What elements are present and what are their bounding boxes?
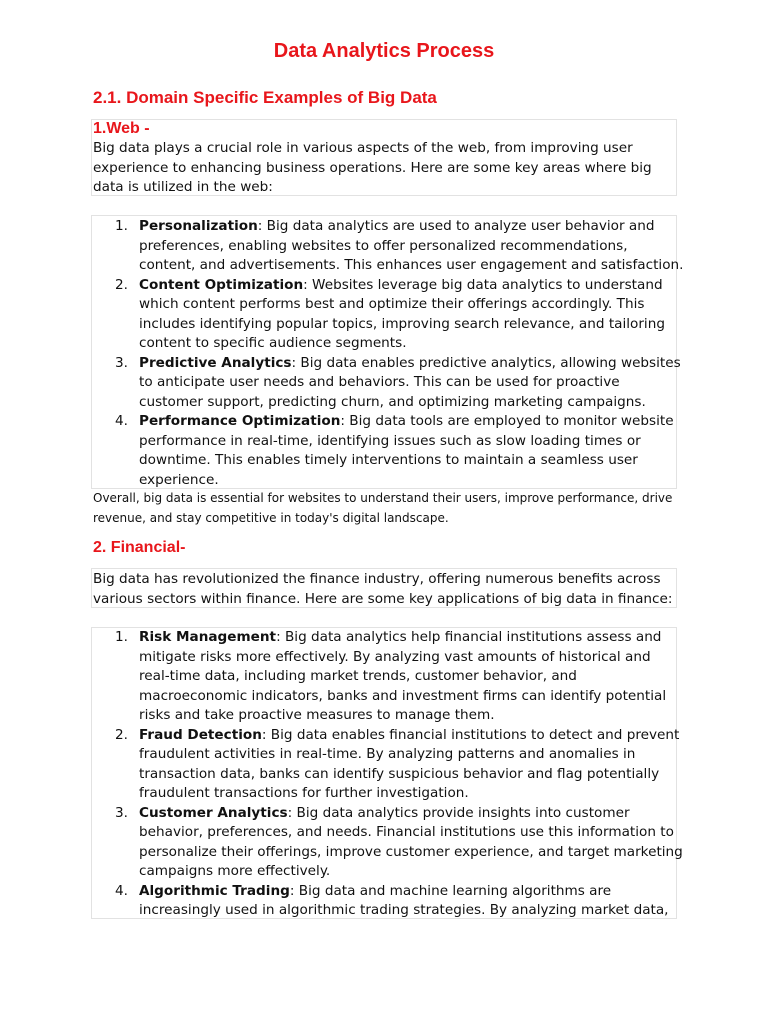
- list-item: 1. Personalization: Big data analytics are used to analyze user behavior and preferences, enabling websites to offer personalized recommendations, content, and advertisements. This enhances user engagement and satisfaction.: [115, 218, 684, 273]
- financial-heading: 2. Financial-: [93, 539, 186, 556]
- list-item-text: : Big data tools are employed to monitor website performance in real-time, identifying issues such as slow loading times or downtime. This enables timely interventions to maintain a seamless user experience.: [139, 413, 674, 488]
- financial-intro: Big data has revolutionized the finance industry, offering numerous benefits across various sectors within finance. Here are some key applications of big data in finance:: [93, 571, 673, 607]
- list-item-term: Personalization: [139, 218, 258, 234]
- list-item: 3. Customer Analytics: Big data analytics provide insights into customer behavior, preferences, and needs. Financial institutions use this information to personalize their offerings, improve customer experience, and target marketing campaigns more effectively.: [115, 804, 683, 879]
- list-item-text: : Big data analytics are used to analyze user behavior and preferences, enabling websites to offer personalized recommendations, content, and advertisements. This enhances user engagement and satisfaction.: [139, 218, 684, 273]
- list-item-term: Customer Analytics: [139, 804, 288, 821]
- section-heading: 2.1. Domain Specific Examples of Big Data: [93, 88, 437, 107]
- list-item: 4. Algorithmic Trading: Big data and machine learning algorithms are increasingly used in algorithmic trading strategies. By analyzing market data,: [115, 882, 669, 918]
- list-item-text: : Websites leverage big data analytics to understand which content performs best and optimize their offerings accordingly. This includes identifying popular topics, improving search relevance, and tailoring content to specific audience segments.: [139, 276, 665, 351]
- list-item: 1. Risk Management: Big data analytics help financial institutions assess and mitigate risks more effectively. By analyzing vast amounts of historical and real-time data, including market trends, customer behavior, and macroeconomic indicators, banks and investment firms can identify potential risks and take proactive measures to manage them.: [115, 629, 667, 723]
- list-item: 4. Performance Optimization: Big data tools are employed to monitor website performance in real-time, identifying issues such as slow loading times or downtime. This enables timely interventions to maintain a seamless user experience.: [115, 413, 674, 488]
- document-title: Data Analytics Process: [273, 40, 495, 62]
- financial-list: [0, 628, 684, 921]
- list-item-text: : Big data analytics provide insights into customer behavior, preferences, and needs. Financial institutions use this information to personalize their offerings, improve customer experience, and target marketing campaigns more effectively.: [139, 804, 683, 879]
- list-item-term: Predictive Analytics: [139, 354, 292, 371]
- list-item: 2. Fraud Detection: Big data enables financial institutions to detect and prevent fraudulent activities in real-time. By analyzing patterns and anomalies in transaction data, banks can identify suspicious behavior and flag potentially fraudulent transactions for further investigation.: [115, 726, 680, 801]
- list-item-term: Performance Optimization: [139, 413, 341, 429]
- list-item-term: Risk Management: [139, 629, 277, 645]
- web-list: [0, 217, 684, 490]
- list-item: 2. Content Optimization: Websites leverage big data analytics to understand which content performs best and optimize their offerings accordingly. This includes identifying popular topics, improving search relevance, and tailoring content to specific audience segments.: [115, 276, 665, 351]
- list-item-text: : Big data and machine learning algorithms are increasingly used in algorithmic trading strategies. By analyzing market data,: [139, 882, 669, 918]
- web-intro: Big data plays a crucial role in various aspects of the web, from improving user experience to enhancing business operations. Here are some key areas where big data is utilized in the web:: [93, 140, 652, 195]
- web-heading: 1.Web -: [93, 120, 150, 137]
- list-item-text: : Big data analytics help financial institutions assess and mitigate risks more effectively. By analyzing vast amounts of historical and real-time data, including market trends, customer behavior, and macroeconomic indicators, banks and investment firms can identify potential risks and take proactive measures to manage them.: [139, 629, 667, 723]
- web-conclusion: Overall, big data is essential for websites to understand their users, improve performance, drive revenue, and stay competitive in today's digital landscape.: [93, 491, 673, 525]
- list-item: 3. Predictive Analytics: Big data enables predictive analytics, allowing websites to anticipate user needs and behaviors. This can be used for proactive customer support, predicting churn, and optimizing marketing campaigns.: [115, 354, 681, 410]
- list-item-term: Algorithmic Trading: [139, 882, 290, 899]
- list-item-text: : Big data enables financial institutions to detect and prevent fraudulent activities in real-time. By analyzing patterns and anomalies in transaction data, banks can identify suspicious behavior and flag potentially fraudulent transactions for further investigation.: [139, 726, 680, 801]
- list-item-term: Content Optimization: [139, 276, 304, 293]
- list-item-term: Fraud Detection: [139, 726, 262, 743]
- list-item-text: : Big data enables predictive analytics, allowing websites to anticipate user needs and behaviors. This can be used for proactive customer support, predicting churn, and optimizing marketing campaigns.: [139, 354, 681, 410]
